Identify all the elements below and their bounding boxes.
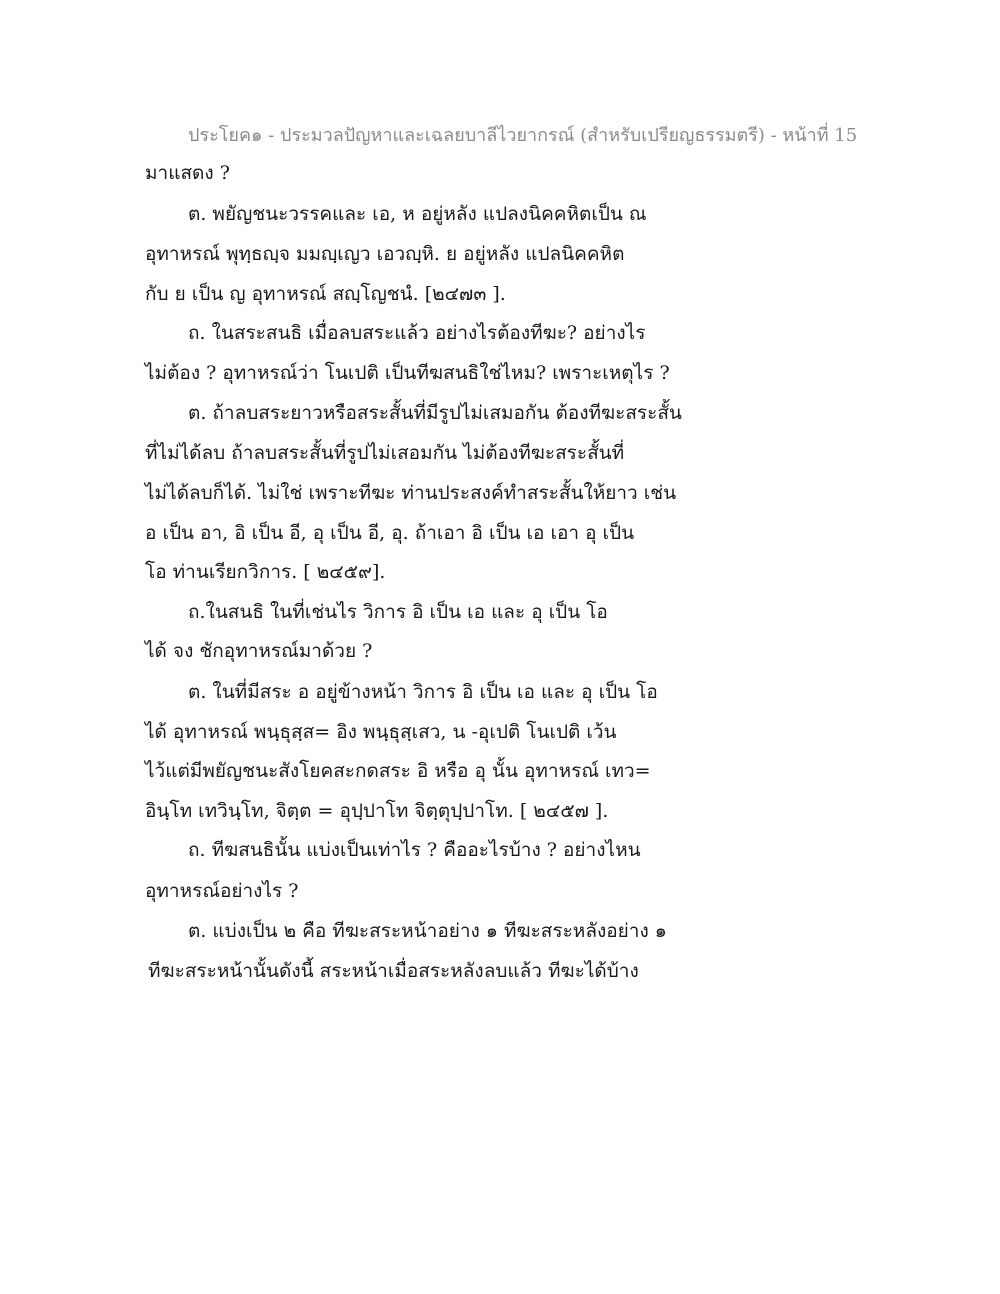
text-line: ต. ถ้าลบสระยาวหรือสระสั้นที่มีรูปไม่เสมอกัน ต้องทีฆะสระสั้น xyxy=(188,402,682,424)
text-line: ไม่ได้ลบก็ได้. ไม่ใช่ เพราะทีฆะ ท่านประสงค์ทำสระสั้นให้ยาว เช่น xyxy=(145,482,677,504)
text-line: ได้ จง ชักอุทาหรณ์มาด้วย ? xyxy=(145,640,373,662)
text-line: อินฺโท เทวินฺโท, จิตฺต = อุปฺปาโท จิตฺตุปฺปาโท. [ ๒๔๕๗ ]. xyxy=(145,800,609,822)
text-line: ไม่ต้อง ? อุทาหรณ์ว่า โนเปติ เป็นทีฆสนธิใช่ไหม? เพราะเหตุไร ? xyxy=(145,362,670,384)
text-line: อ เป็น อา, อิ เป็น อี, อุ เป็น อี, อุ. ถ้าเอา อิ เป็น เอ เอา อุ เป็น xyxy=(145,522,635,544)
text-line: ถ. ในสระสนธิ เมื่อลบสระแล้ว อย่างไรต้องทีฆะ? อย่างไร xyxy=(188,322,646,344)
text-line: ถ.ในสนธิ ในที่เช่นไร วิการ อิ เป็น เอ และ อุ เป็น โอ xyxy=(188,601,608,623)
text-line: ทีฆะสระหน้านั้นดังนี้ สระหน้าเมื่อสระหลังลบแล้ว ทีฆะได้บ้าง xyxy=(148,960,639,982)
text-line: ต. ในที่มีสระ อ อยู่ข้างหน้า วิการ อิ เป็น เอ และ อุ เป็น โอ xyxy=(188,681,658,703)
text-line: มาแสดง ? xyxy=(145,162,230,184)
text-line: ที่ไม่ได้ลบ ถ้าลบสระสั้นที่รูปไม่เสอมกัน ไม่ต้องทีฆะสระสั้นที่ xyxy=(145,442,625,464)
text-line: ต. แบ่งเป็น ๒ คือ ทีฆะสระหน้าอย่าง ๑ ทีฆะสระหลังอย่าง ๑ xyxy=(188,920,667,942)
text-line: กับ ย เป็น ญ อุทาหรณ์ สญฺโญชนํ. [๒๔๗๓ ]. xyxy=(145,283,506,305)
text-line: ไว้แต่มีพยัญชนะสังโยคสะกดสระ อิ หรือ อุ นั้น อุทาหรณ์ เทว= xyxy=(145,760,651,782)
text-line: โอ ท่านเรียกวิการ. [ ๒๔๕๙]. xyxy=(145,561,386,583)
text-line: อุทาหรณ์ พุทฺธญฺจ มมญฺเญว เอวญฺหิ. ย อยู่หลัง แปลนิคคหิต xyxy=(145,243,625,265)
text-line: อุทาหรณ์อย่างไร ? xyxy=(145,880,299,902)
text-line: ถ. ทีฆสนธินั้น แบ่งเป็นเท่าไร ? คืออะไรบ้าง ? อย่างไหน xyxy=(188,839,641,861)
text-line: ต. พยัญชนะวรรคและ เอ, ห อยู่หลัง แปลงนิคคหิตเป็น ณ xyxy=(188,203,647,225)
text-line: ได้ อุทาหรณ์ พนฺธุสฺส= อิง พนฺธุสฺเสว, น -อุเปติ โนเปติ เว้น xyxy=(145,721,617,743)
page-header: ประโยค๑ - ประมวลปัญหาและเฉลยบาลีไวยากรณ์ (สำหรับเปรียญธรรมตรี) - หน้าที่ 15 xyxy=(188,125,858,146)
